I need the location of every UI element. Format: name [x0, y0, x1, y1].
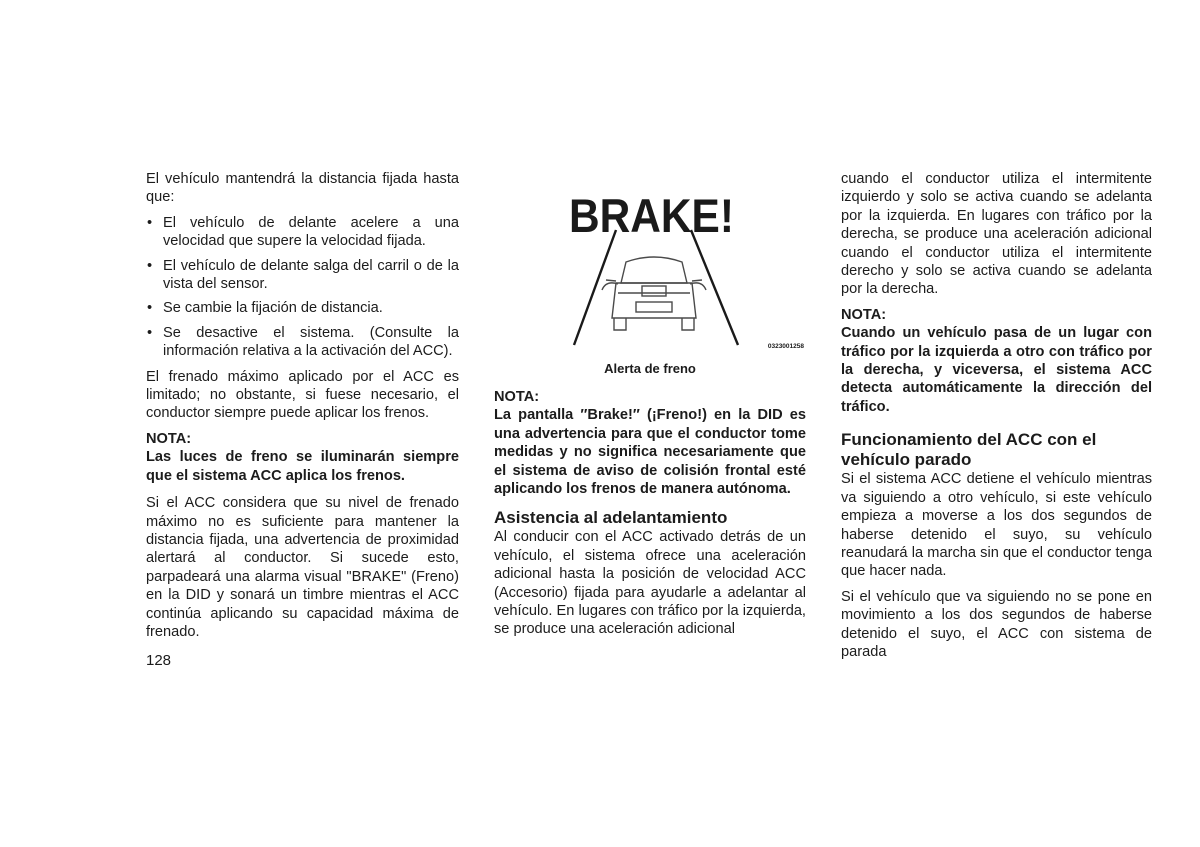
lane-line-left — [574, 230, 616, 345]
note-heading: NOTA: — [841, 306, 887, 323]
stop-continuation-paragraph: Si el vehículo que va siguiendo no se pone en movimiento a los dos segundos de haberse detenido el suyo, el ACC con sistema de parada — [841, 588, 1152, 660]
overtaking-paragraph: Al conducir con el ACC activado detrás de un vehículo, el sistema ofrece una aceleración adicional hasta la posición de velocidad ACC (Accesorio) fijada para ayudarle a adelantar al vehículo. En lugares con tráfico por la izquierda, se produce una aceleración adicional — [494, 529, 806, 638]
figure-code: 0323001258 — [767, 343, 804, 350]
list-item: • El vehículo de delante acelere a una velocidad que supere la velocidad fijada. — [146, 214, 459, 251]
list-item: • Se cambie la fijación de distancia. — [146, 299, 459, 317]
braking-paragraph: El frenado máximo aplicado por el ACC es limitado; no obstante, si fuese necesario, el conductor siempre puede aplicar los frenos. — [146, 368, 459, 422]
right-column — [841, 170, 1152, 668]
intro-paragraph: El vehículo mantendrá la distancia fijada hasta que: — [146, 171, 459, 206]
brake-alert-figure — [566, 190, 806, 360]
figure-caption: Alerta de freno — [604, 361, 696, 376]
section-heading: Funcionamiento del ACC con el vehículo parado — [841, 430, 1097, 470]
section-heading: Asistencia al adelantamiento — [494, 508, 728, 528]
note-heading: NOTA: — [146, 430, 192, 447]
stopped-vehicle-paragraph: Si el sistema ACC detiene el vehículo mientras va siguiendo a otro vehículo, si este vehículo empieza a moverse a los dos segundos de haberse detenido el suyo, su vehículo reanudará la marcha sin que el conductor tenga que hacer nada. — [841, 471, 1152, 580]
middle-column — [494, 388, 806, 646]
brake-alert-illustration — [566, 190, 806, 360]
list-item: • Se desactive el sistema. (Consulte la información relativa a la activación del ACC). — [146, 324, 459, 361]
note-body: Cuando un vehículo pasa de un lugar con tráfico por la izquierda a otro con tráfico por la derecha, y viceversa, el sistema ACC detecta automáticamente la dirección del tráfico. — [841, 325, 1152, 415]
condition-list — [146, 214, 459, 361]
note-heading: NOTA: — [494, 389, 540, 405]
note-body: Las luces de freno se iluminarán siempre que el sistema ACC aplica los frenos. — [146, 449, 459, 484]
list-item: • El vehículo de delante salga del carril o de la vista del sensor. — [146, 257, 459, 294]
page-number: 128 — [146, 652, 172, 669]
lane-line-right — [691, 230, 738, 345]
left-column — [146, 170, 459, 648]
continuation-paragraph: cuando el conductor utiliza el intermitente izquierdo y solo se activa cuando se adelanta por la izquierda. En lugares con tráfico por la derecha, se produce una aceleración adicional cuando el conductor utiliza el intermitente derecho y solo se activa cuando se adelanta por la derecha. — [841, 171, 1152, 298]
car-rear-icon — [602, 257, 706, 330]
proximity-warning-paragraph: Si el ACC considera que su nivel de frenado máximo no es suficiente para mantener la distancia fijada, una advertencia de proximidad alertará al conductor. Si sucede esto, parpadeará una alarma visual "BRAKE" (Freno) en la DID y sonará un timbre mientras el ACC continúa aplicando su capacidad máxima de frenado. — [146, 495, 459, 640]
note-body: La pantalla ″Brake!″ (¡Freno!) en la DID es una advertencia para que el conductor tome medidas y no significa necesariamente que el sistema de aviso de colisión frontal esté aplicando los frenos de manera autónoma. — [494, 407, 806, 498]
brake-display-text: BRAKE! — [569, 190, 734, 242]
